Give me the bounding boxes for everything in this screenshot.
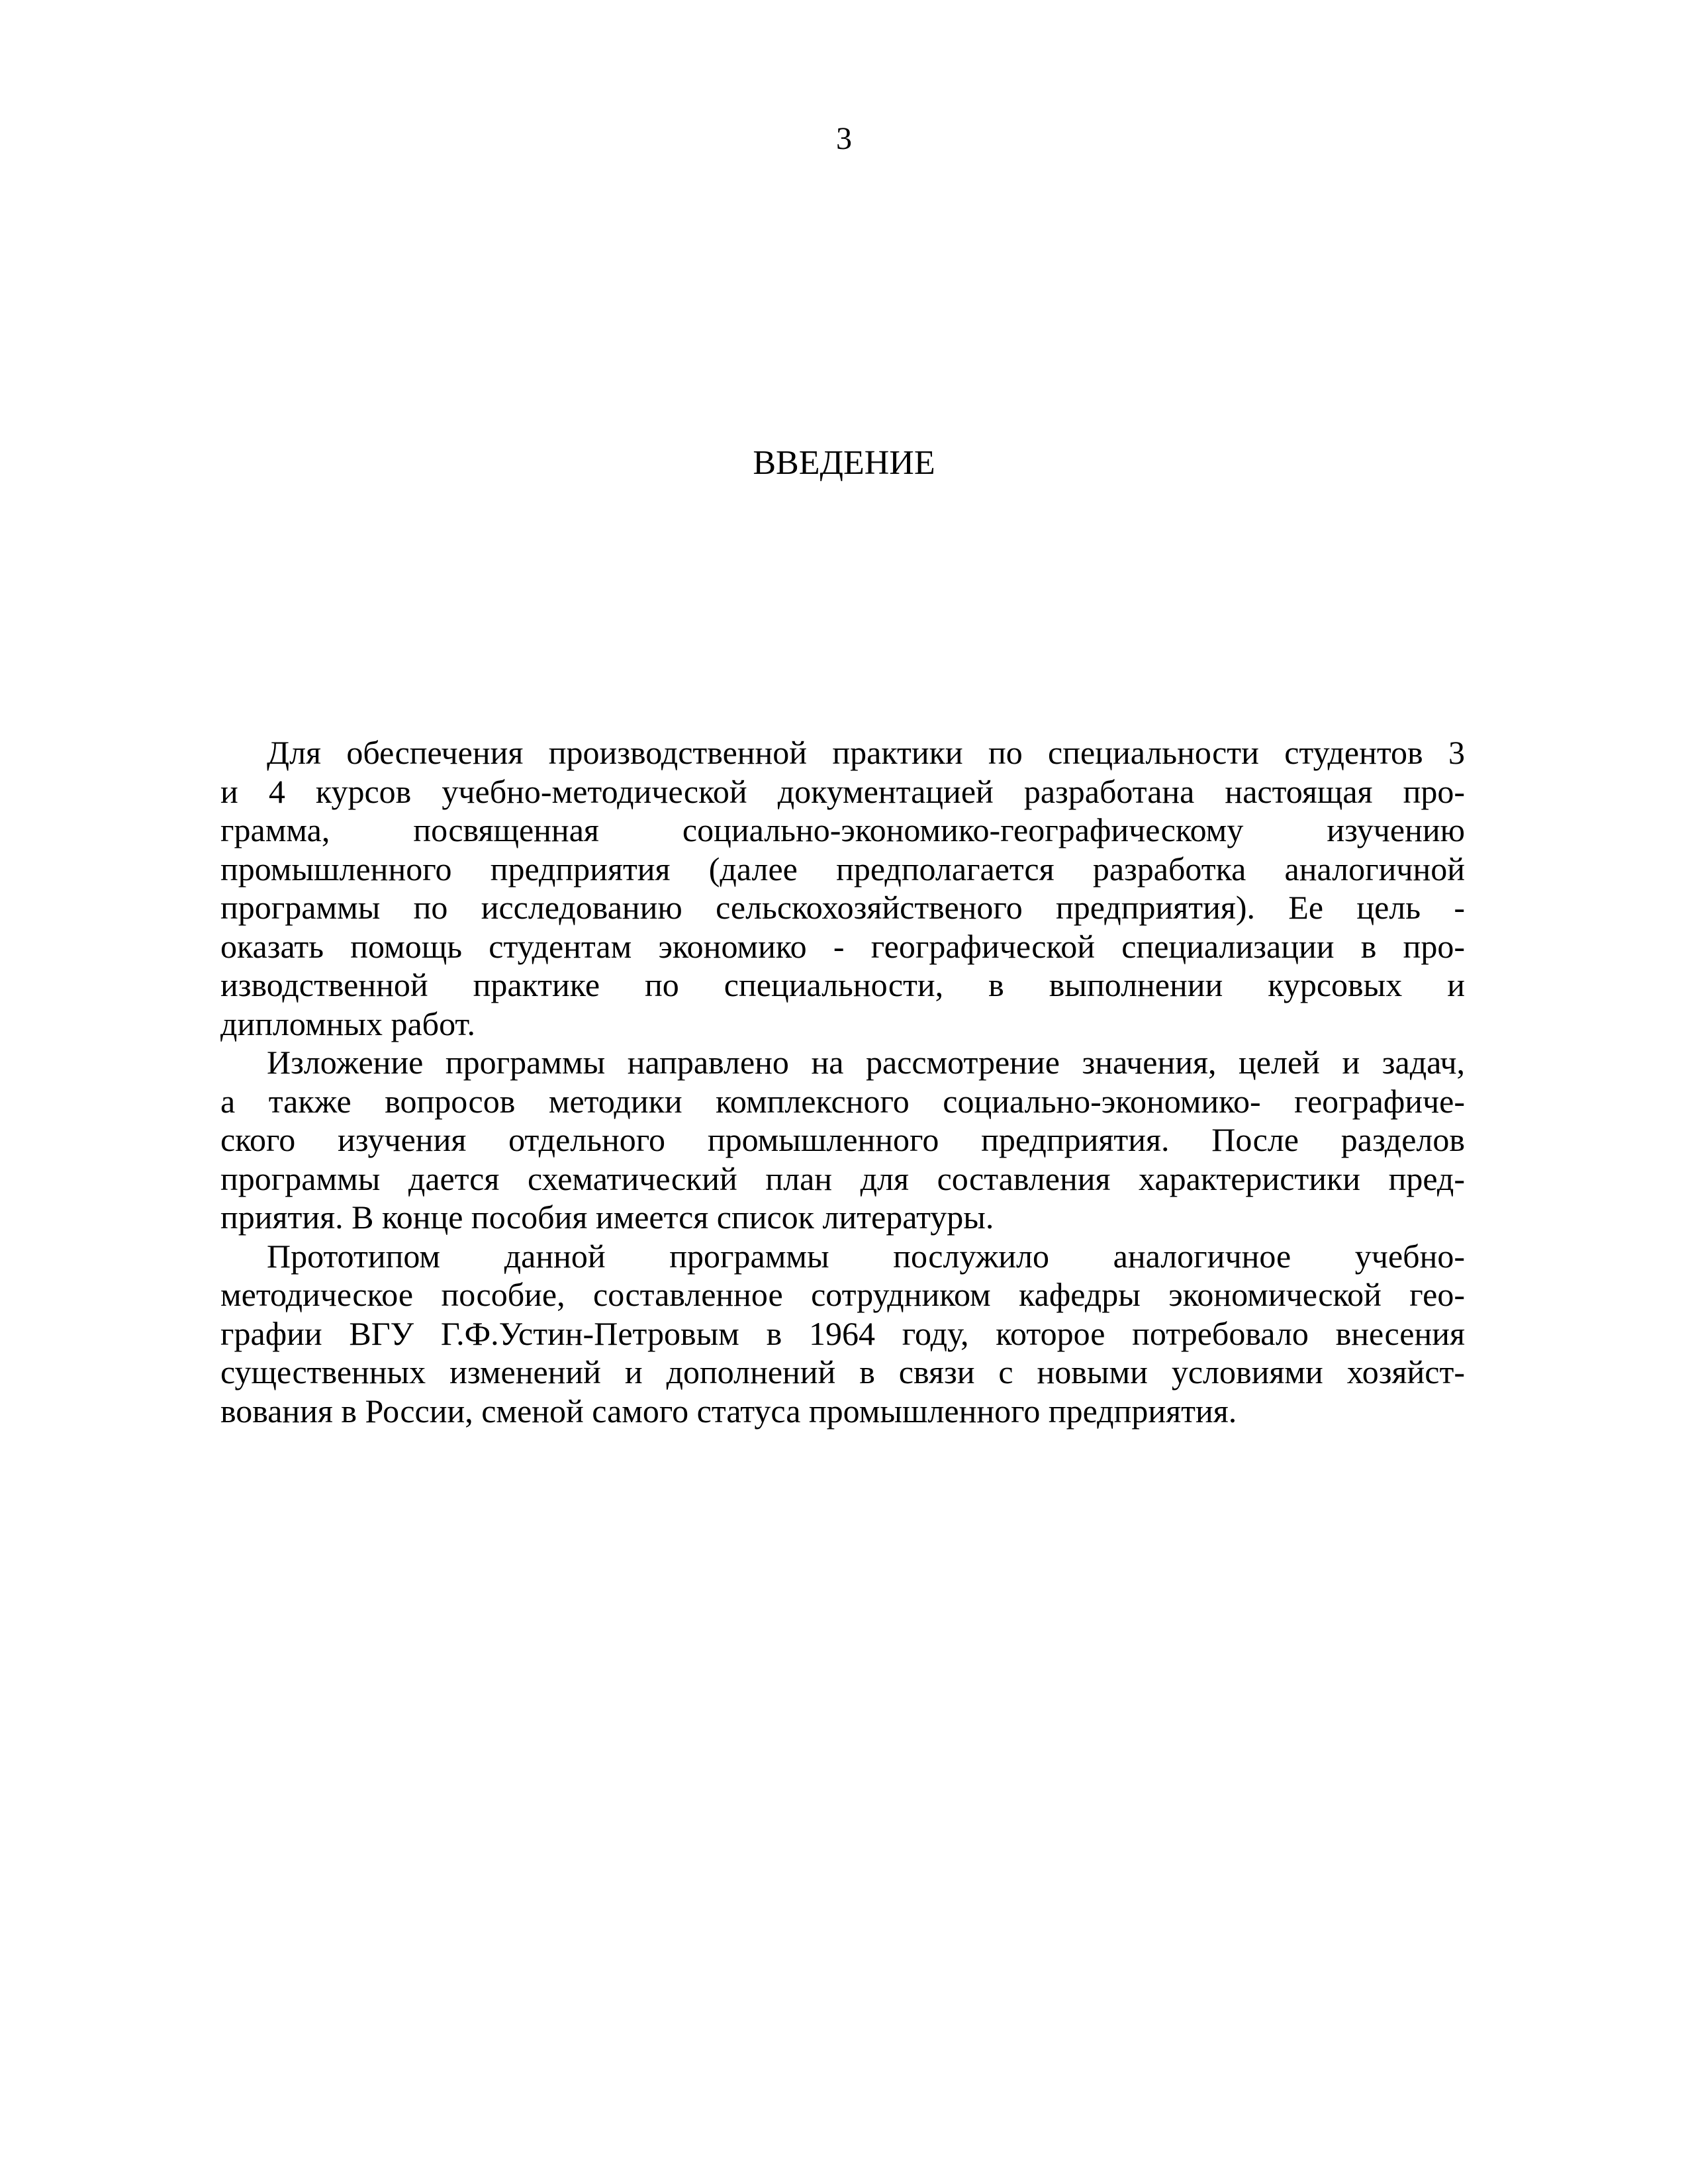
paragraph-line: приятия. В конце пособия имеется список литературы. (220, 1199, 994, 1236)
paragraph-line: дипломных работ. (220, 1005, 476, 1042)
paragraph-line: промышленного предприятия (далее предполагается разработка аналогичной (220, 850, 1465, 887)
paragraph-line: программы дается схематический план для составления характеристики пред- (220, 1160, 1465, 1197)
paragraph-line: Для обеспечения производственной практики по специальности студентов 3 (267, 734, 1465, 771)
paragraph-line: а также вопросов методики комплексного социально-экономико- географиче- (220, 1082, 1465, 1120)
body-text (220, 733, 1465, 1430)
page-number: 3 (836, 121, 852, 156)
paragraph-line: программы по исследованию сельскохозяйственого предприятия). Ее цель - (220, 889, 1465, 926)
paragraph-3 (220, 1237, 1465, 1431)
paragraph-line: методическое пособие, составленное сотрудником кафедры экономической гео- (220, 1276, 1465, 1313)
paragraph-line: Прототипом данной программы послужило аналогичное учебно- (267, 1237, 1465, 1275)
section-title: ВВЕДЕНИЕ (753, 444, 935, 482)
paragraph-2 (220, 1043, 1465, 1237)
paragraph-line: вования в России, сменой самого статуса промышленного предприятия. (220, 1392, 1237, 1430)
paragraph-1 (220, 733, 1465, 1043)
paragraph-line: Изложение программы направлено на рассмотрение значения, целей и задач, (267, 1044, 1465, 1081)
paragraph-line: изводственной практике по специальности, в выполнении курсовых и (220, 966, 1465, 1003)
paragraph-line: ского изучения отдельного промышленного предприятия. После разделов (220, 1121, 1465, 1158)
paragraph-line: оказать помощь студентам экономико - географической специализации в про- (220, 927, 1465, 965)
paragraph-line: грамма, посвященная социально-экономико-географическому изучению (220, 811, 1465, 848)
paragraph-line: и 4 курсов учебно-методической документацией разработана настоящая про- (220, 772, 1465, 810)
paragraph-line: графии ВГУ Г.Ф.Устин-Петровым в 1964 году, которое потребовало внесения (220, 1314, 1465, 1352)
paragraph-line: существенных изменений и дополнений в связи с новыми условиями хозяйст- (220, 1353, 1465, 1390)
